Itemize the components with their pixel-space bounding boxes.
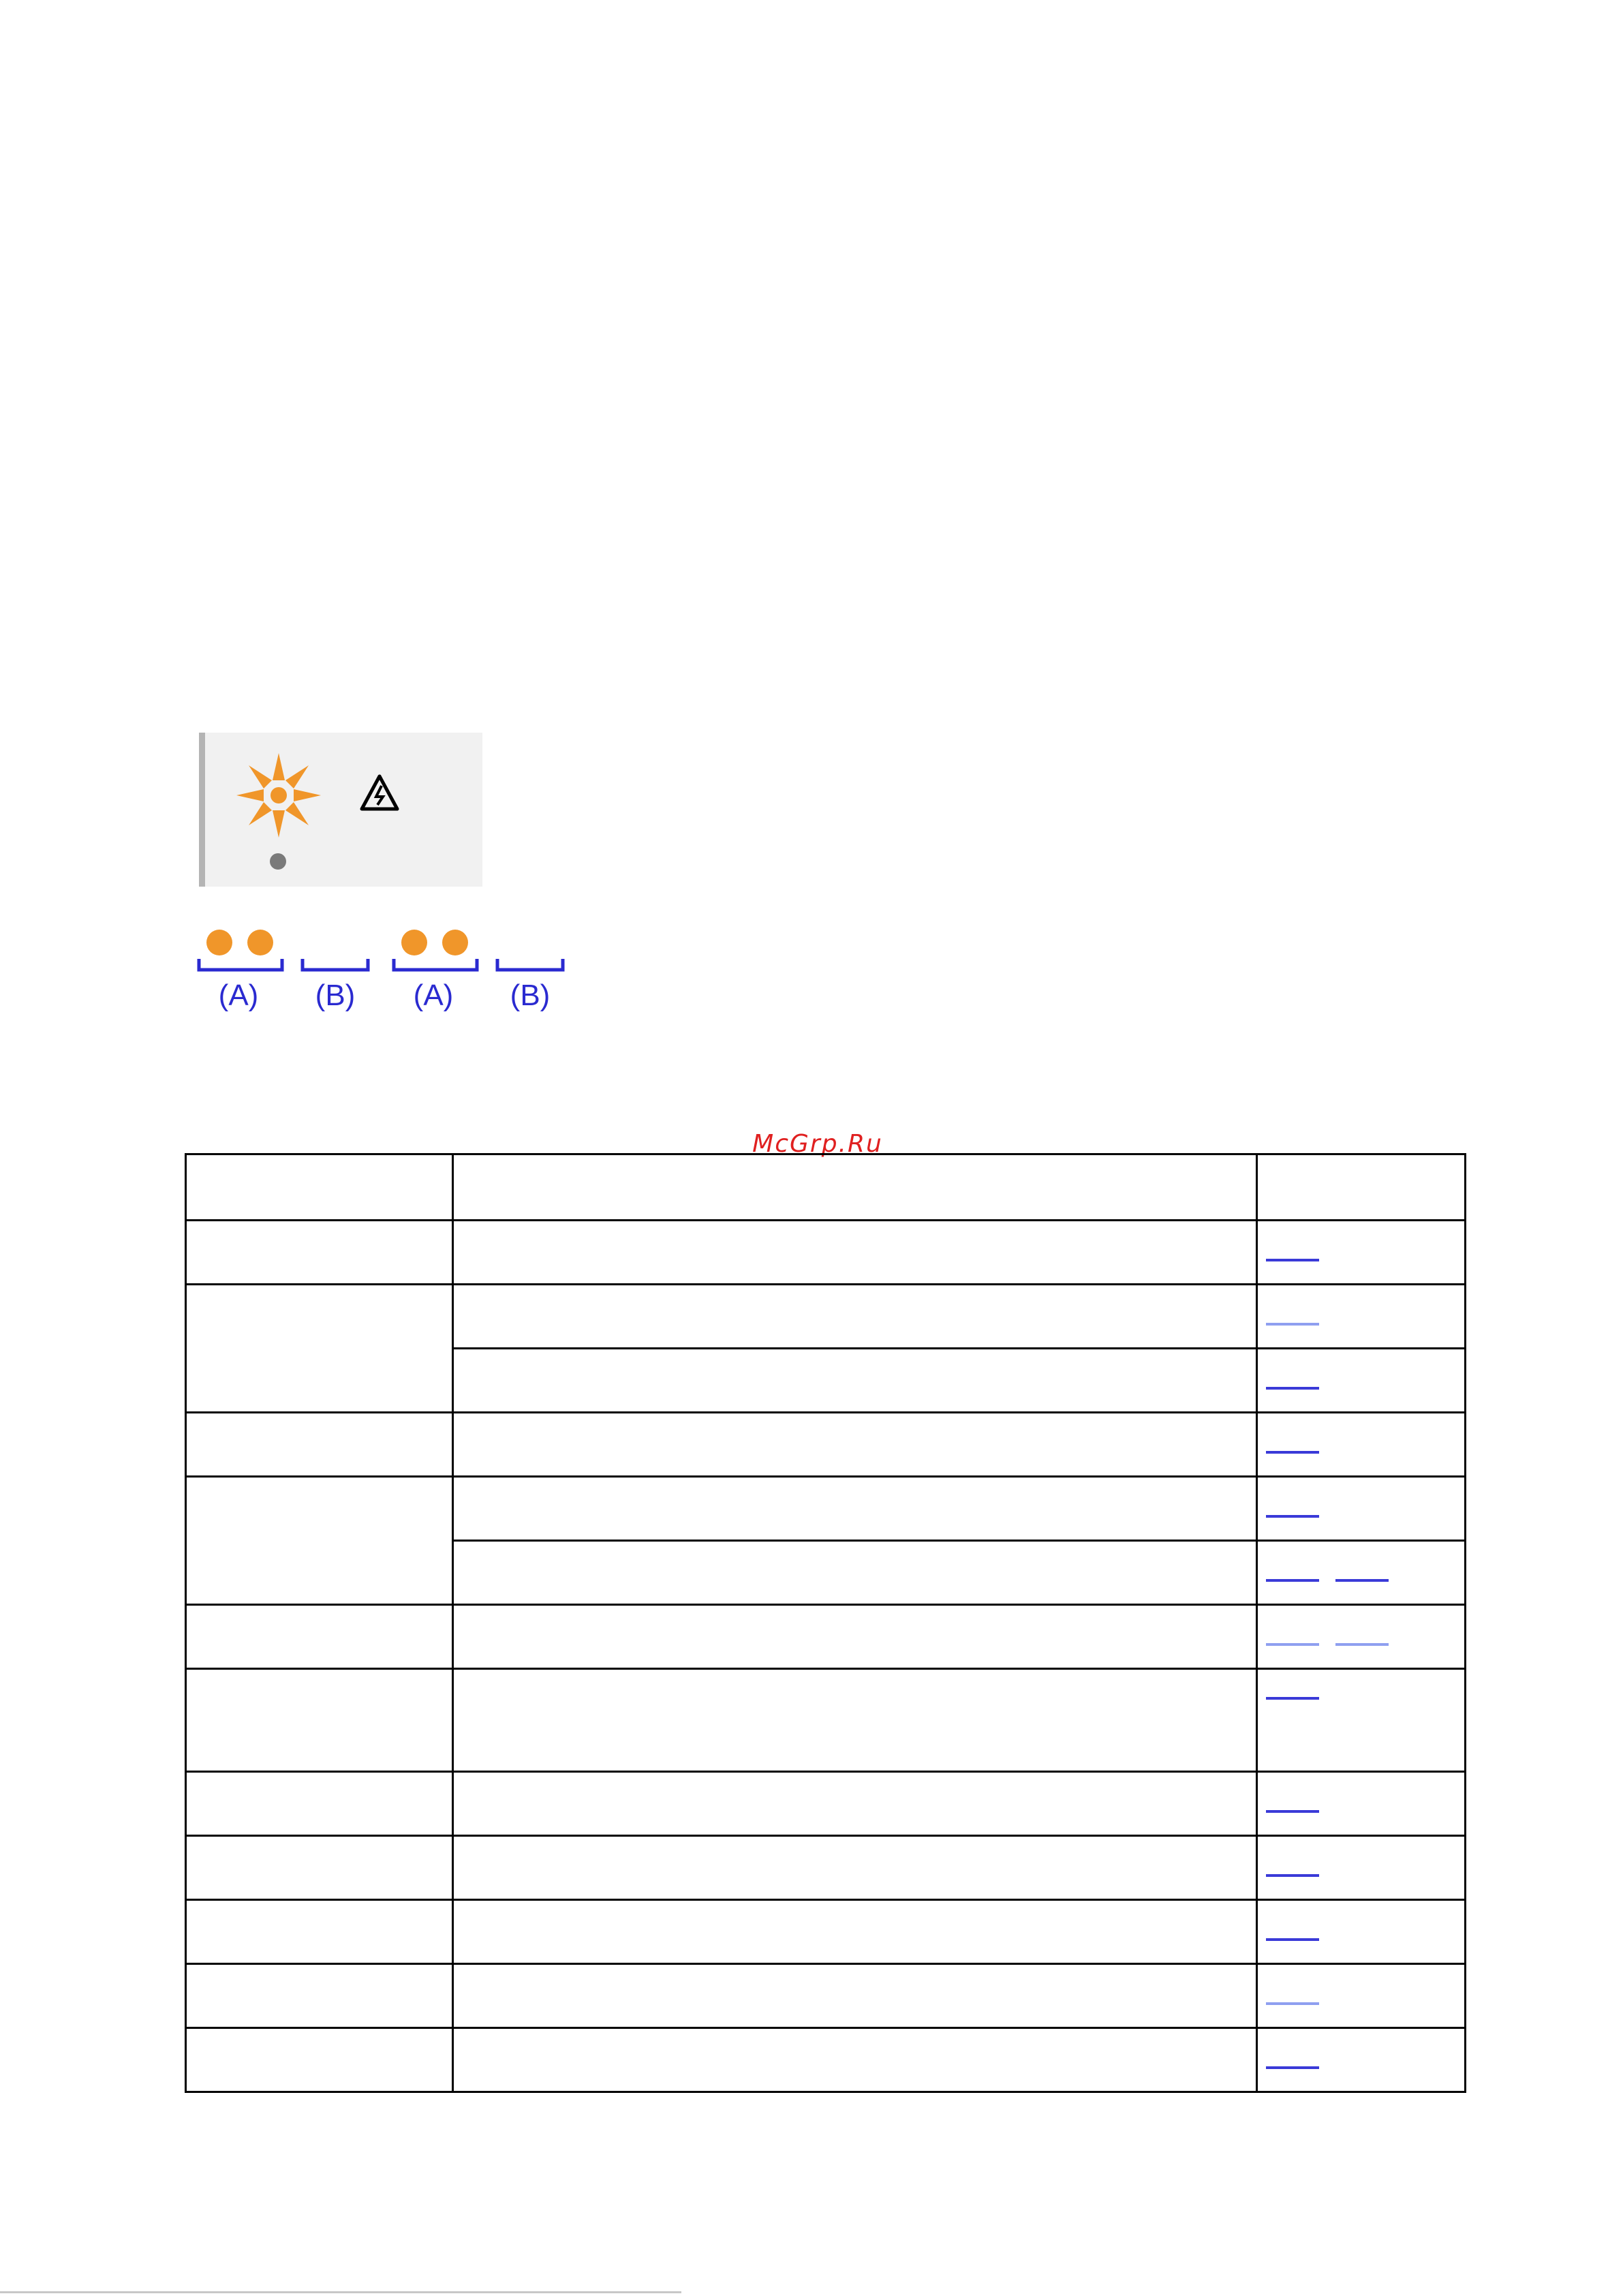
reference-cell <box>1257 1541 1466 1605</box>
table-cell <box>186 1413 453 1477</box>
table-row <box>186 1605 1466 1669</box>
blink-dot <box>206 930 232 955</box>
table-cell <box>453 1605 1257 1669</box>
reference-link[interactable] <box>1266 1500 1319 1518</box>
table-header-row <box>186 1154 1466 1221</box>
table-row <box>186 1413 1466 1477</box>
reference-link[interactable] <box>1266 2051 1319 2069</box>
table-row <box>186 1772 1466 1836</box>
table-row <box>186 2028 1466 2092</box>
table-cell <box>186 1477 453 1605</box>
table-cell <box>453 1900 1257 1964</box>
table-cell <box>186 1964 453 2028</box>
table-row <box>186 1964 1466 2028</box>
pattern-label-b: (B) <box>510 979 551 1012</box>
error-code-table <box>185 1153 1466 2093</box>
reference-cell <box>1257 1605 1466 1669</box>
reference-cell <box>1257 1349 1466 1413</box>
reference-link[interactable] <box>1266 1628 1319 1646</box>
reference-link[interactable] <box>1266 1436 1319 1454</box>
reference-link[interactable] <box>1266 1923 1319 1941</box>
table-cell <box>453 1285 1257 1349</box>
flashing-sun-icon <box>236 753 321 838</box>
table-cell <box>453 1772 1257 1836</box>
table-row <box>186 1477 1466 1541</box>
reference-link[interactable] <box>1266 1795 1319 1813</box>
reference-cell <box>1257 1836 1466 1900</box>
table-cell <box>453 1413 1257 1477</box>
table-cell <box>186 1669 453 1772</box>
warning-triangle-lightning-icon <box>362 776 397 809</box>
reference-cell <box>1257 1285 1466 1349</box>
pattern-label-a: (A) <box>413 979 454 1012</box>
bracket-b <box>497 959 563 970</box>
table-row <box>186 1669 1466 1772</box>
reference-cell <box>1257 1669 1466 1772</box>
table-cell <box>186 2028 453 2092</box>
table-row <box>186 1221 1466 1285</box>
table-cell <box>186 1772 453 1836</box>
table-cell <box>453 1221 1257 1285</box>
blink-dot <box>247 930 273 955</box>
table-cell <box>453 1964 1257 2028</box>
table-cell <box>186 1900 453 1964</box>
table-row <box>186 1900 1466 1964</box>
reference-cell <box>1257 1964 1466 2028</box>
bracket-b <box>303 959 368 970</box>
alarm-lamp-panel <box>199 733 482 887</box>
bracket-a <box>199 959 282 970</box>
table-cell <box>453 1541 1257 1605</box>
bracket-a <box>394 959 477 970</box>
reference-link[interactable] <box>1266 1987 1319 2005</box>
table-cell <box>453 1836 1257 1900</box>
blink-dot <box>401 930 427 955</box>
reference-link[interactable] <box>1266 1308 1319 1326</box>
blink-pattern-graphic <box>194 917 575 978</box>
reference-cell <box>1257 1413 1466 1477</box>
reference-link[interactable] <box>1266 1564 1319 1582</box>
header-cell <box>1257 1154 1466 1221</box>
table-row <box>186 1836 1466 1900</box>
table-row <box>186 1285 1466 1349</box>
table-cell <box>453 1477 1257 1541</box>
reference-cell <box>1257 2028 1466 2092</box>
table-cell <box>186 1285 453 1413</box>
blink-dot <box>442 930 468 955</box>
gray-dot-icon <box>270 853 286 870</box>
reference-link[interactable] <box>1266 1682 1319 1700</box>
table-cell <box>453 1349 1257 1413</box>
reference-link[interactable] <box>1335 1628 1389 1646</box>
watermark: McGrp.Ru <box>752 1130 883 1158</box>
table-cell <box>453 1669 1257 1772</box>
reference-cell <box>1257 1221 1466 1285</box>
reference-link[interactable] <box>1266 1859 1319 1877</box>
table-cell <box>186 1221 453 1285</box>
reference-cell <box>1257 1772 1466 1836</box>
alarm-lamp-illustration <box>205 733 489 887</box>
table-cell <box>186 1605 453 1669</box>
table-cell <box>453 2028 1257 2092</box>
reference-cell <box>1257 1477 1466 1541</box>
pattern-label-a: (A) <box>218 979 259 1012</box>
reference-cell <box>1257 1900 1466 1964</box>
header-cell <box>453 1154 1257 1221</box>
header-cell <box>186 1154 453 1221</box>
table-cell <box>186 1836 453 1900</box>
reference-link[interactable] <box>1266 1244 1319 1261</box>
reference-link[interactable] <box>1335 1564 1389 1582</box>
pattern-label-b: (B) <box>315 979 356 1012</box>
page-footer-rule <box>0 2291 681 2293</box>
reference-link[interactable] <box>1266 1372 1319 1390</box>
